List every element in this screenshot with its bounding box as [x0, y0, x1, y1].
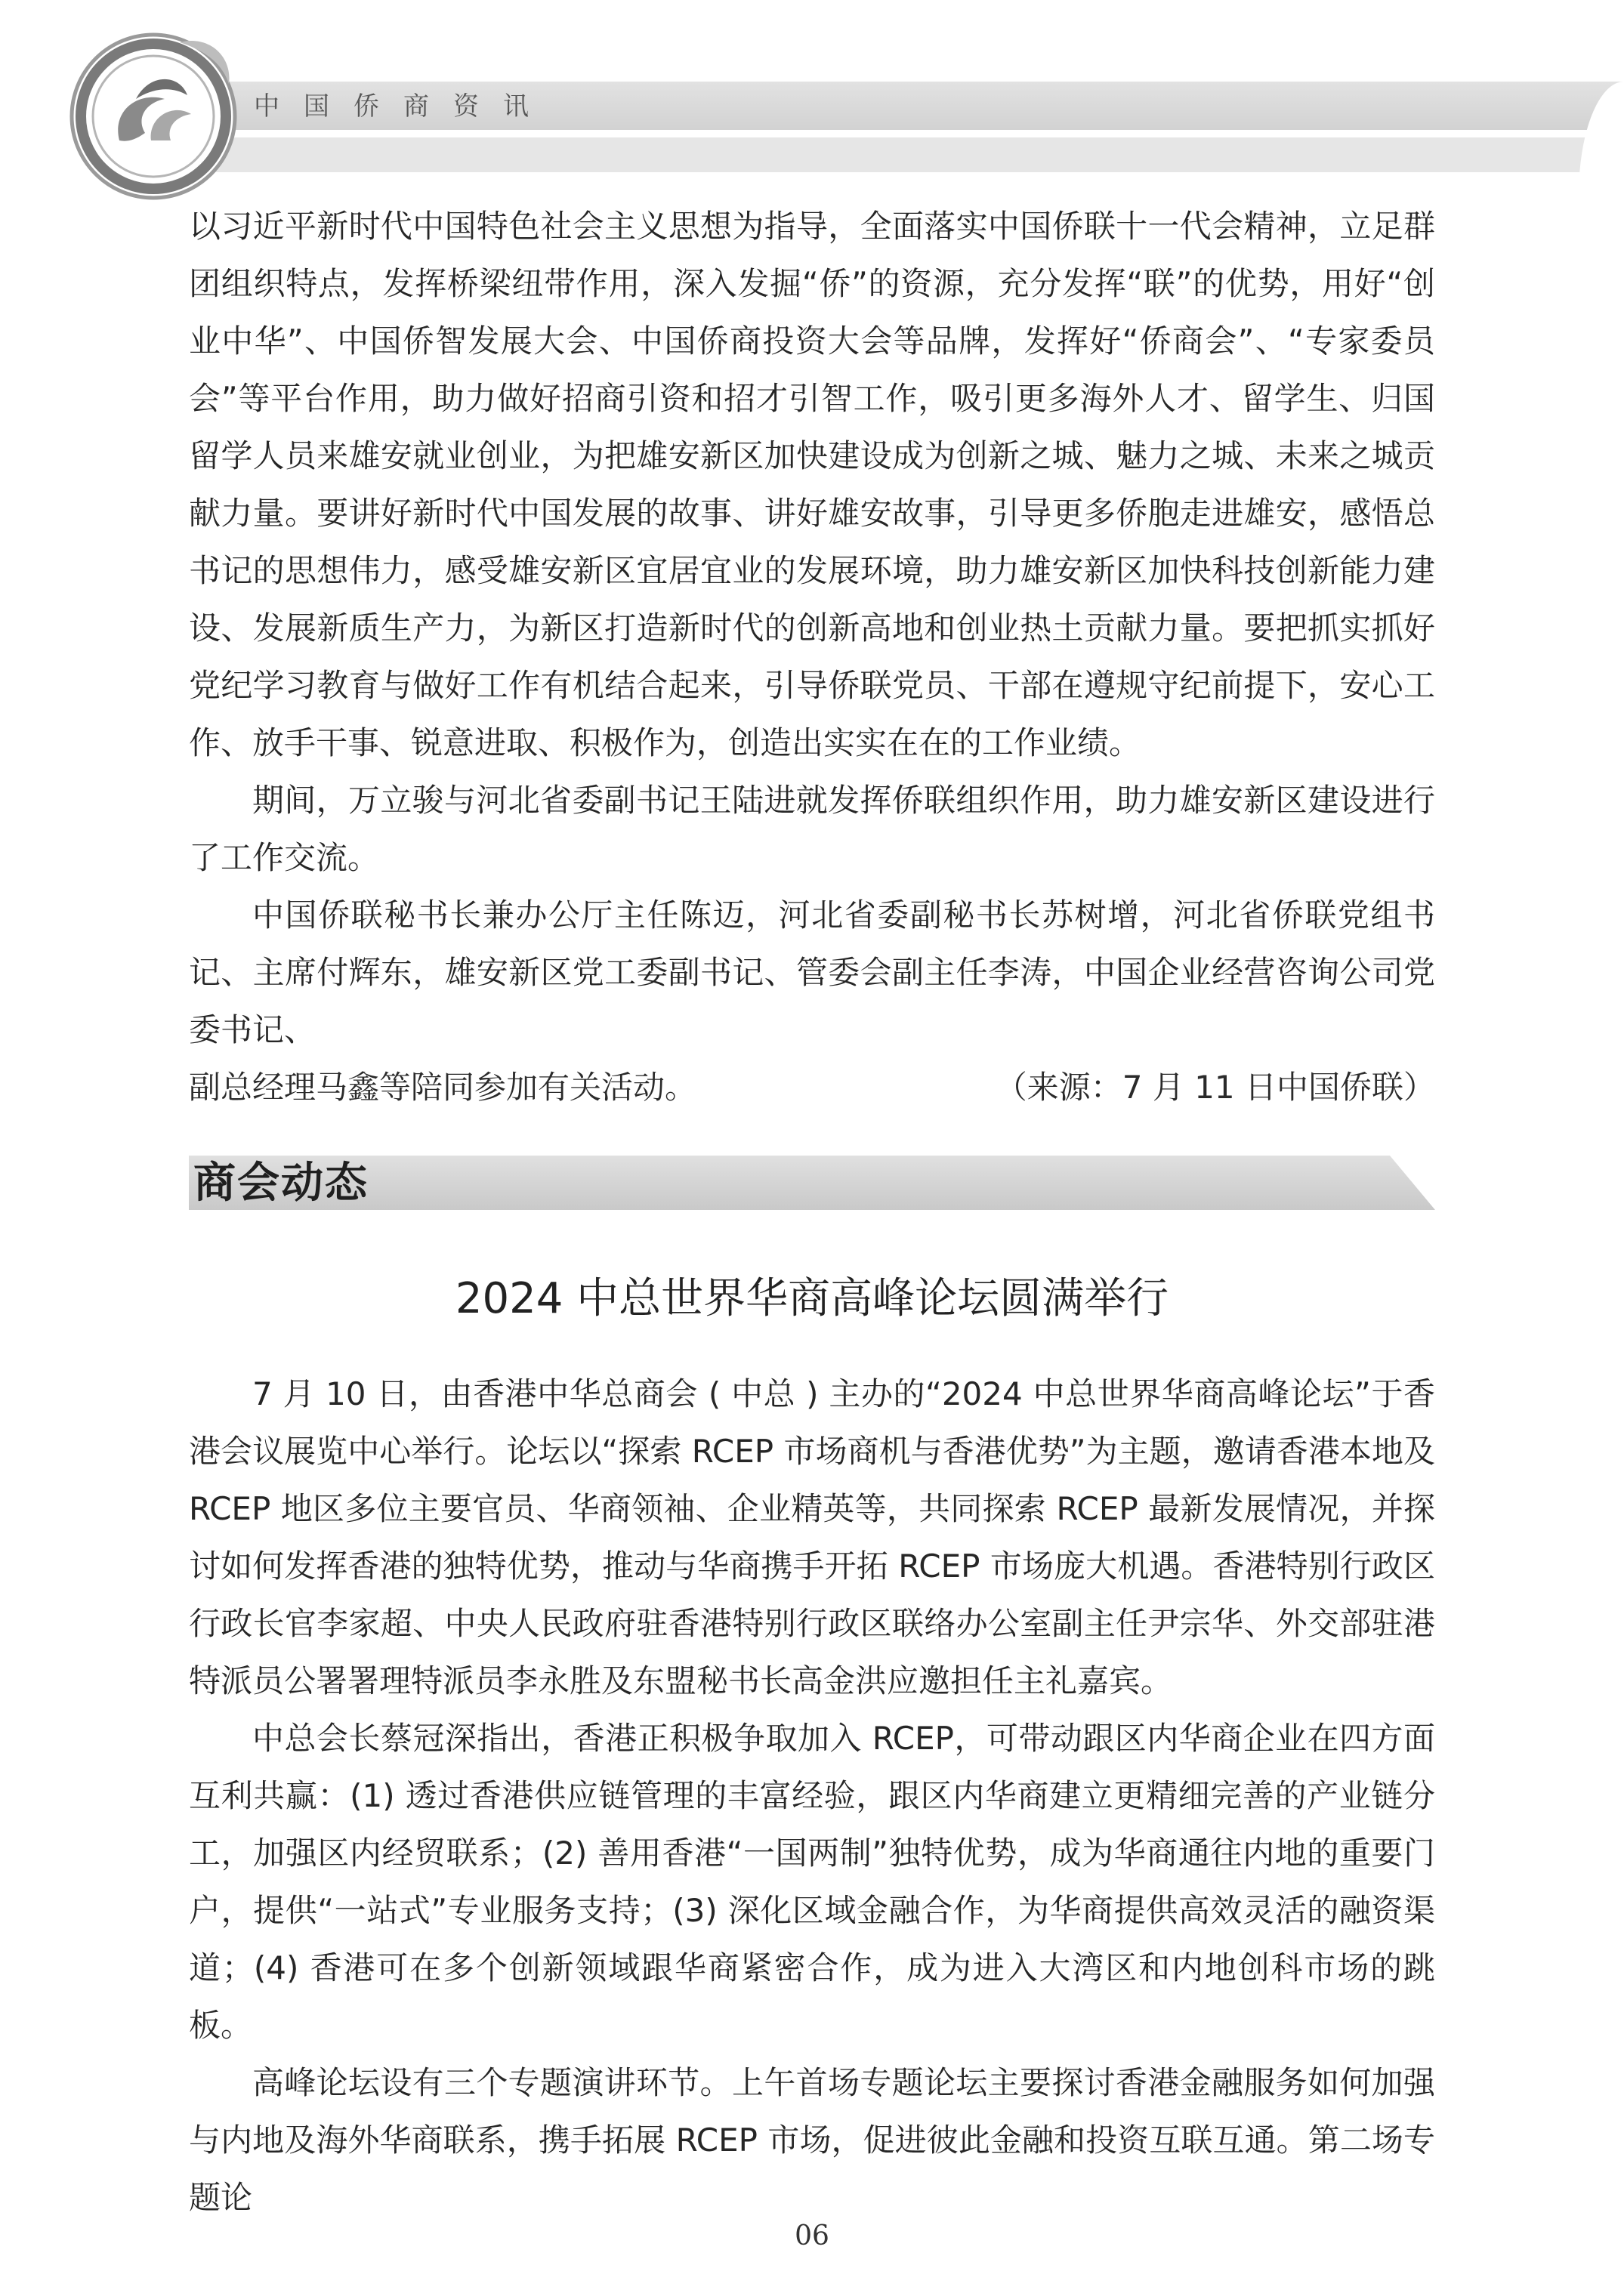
upper-text: [189, 198, 1435, 1116]
article-title: 2024 中总世界华商高峰论坛圆满举行: [455, 1274, 1169, 1323]
article-body: [189, 1366, 1435, 2227]
paragraph: 中国侨联秘书长兼办公厅主任陈迈，河北省委副秘书长苏树增，河北省侨联党组书记、主席付辉东，雄安新区党工委副书记、管委会副主任李涛，中国企业经营咨询公司党委书记、: [189, 897, 1435, 1048]
paragraph: 中总会长蔡冠深指出，香港正积极争取加入 RCEP，可带动跟区内华商企业在四方面互利共赢：(1) 透过香港供应链管理的丰富经验，跟区内华商建立更精细完善的产业链分工，加强区内经贸联系；(2) 善用香港“一国两制”独特优势，成为华商通往内地的重要门户，提供“一站式”专业服务支持；(3) 深化区域金融合作，为华商提供高效灵活的融资渠道；(4) 香港可在多个创新领域跟华商紧密合作，成为进入大湾区和内地创科市场的跳板。: [189, 1720, 1435, 2044]
header-band: [174, 137, 1624, 172]
magazine-title: 中国侨商资讯: [254, 91, 553, 122]
paragraph: 期间，万立骏与河北省委副书记王陆进就发挥侨联组织作用，助力雄安新区建设进行了工作交流。: [189, 782, 1435, 876]
last-line: [189, 1059, 1435, 1116]
page-number: 06: [795, 2220, 829, 2251]
paragraph-end: 副总经理马鑫等陪同参加有关活动。: [189, 1069, 697, 1106]
source-citation: （来源：7 月 11 日中国侨联）: [995, 1069, 1435, 1106]
paragraph: 高峰论坛设有三个专题演讲环节。上午首场专题论坛主要探讨香港金融服务如何加强与内地及海外华商联系，携手拓展 RCEP 市场，促进彼此金融和投资互联互通。第二场专题论: [189, 2064, 1435, 2216]
section-heading-bar: [189, 1156, 1435, 1210]
paragraph: 以习近平新时代中国特色社会主义思想为指导，全面落实中国侨联十一代会精神，立足群团组织特点，发挥桥梁纽带作用，深入发掘“侨”的资源，充分发挥“联”的优势，用好“创业中华”、中国侨智发展大会、中国侨商投资大会等品牌，发挥好“侨商会”、“专家委员会”等平台作用，助力做好招商引资和招才引智工作，吸引更多海外人才、留学生、归国留学人员来雄安就业创业，为把雄安新区加快建设成为创新之城、魅力之城、未来之城贡献力量。要讲好新时代中国发展的故事、讲好雄安故事，引导更多侨胞走进雄安，感悟总书记的思想伟力，感受雄安新区宜居宜业的发展环境，助力雄安新区加快科技创新能力建设、发展新质生产力，为新区打造新时代的创新高地和创业热土贡献力量。要把抓实抓好党纪学习教育与做好工作有机结合起来，引导侨联党员、干部在遵规守纪前提下，安心工作、放手干事、锐意进取、积极作为，创造出实实在在的工作业绩。: [189, 208, 1435, 761]
section-heading: 商会动态: [193, 1158, 369, 1208]
logo-icon: [66, 27, 240, 201]
paragraph: 7 月 10 日，由香港中华总商会 ( 中总 ) 主办的“2024 中总世界华商高峰论坛”于香港会议展览中心举行。论坛以“探索 RCEP 市场商机与香港优势”为主题，邀请香港本地及 RCEP 地区多位主要官员、华商领袖、企业精英等，共同探索 RCEP 最新发展情况，并探讨如何发挥香港的独特优势，推动与华商携手开拓 RCEP 市场庞大机遇。香港特别行政区行政长官李家超、中央人民政府驻香港特别行政区联络办公室副主任尹宗华、外交部驻港特派员公署署理特派员李永胜及东盟秘书长高金洪应邀担任主礼嘉宾。: [189, 1375, 1435, 1699]
